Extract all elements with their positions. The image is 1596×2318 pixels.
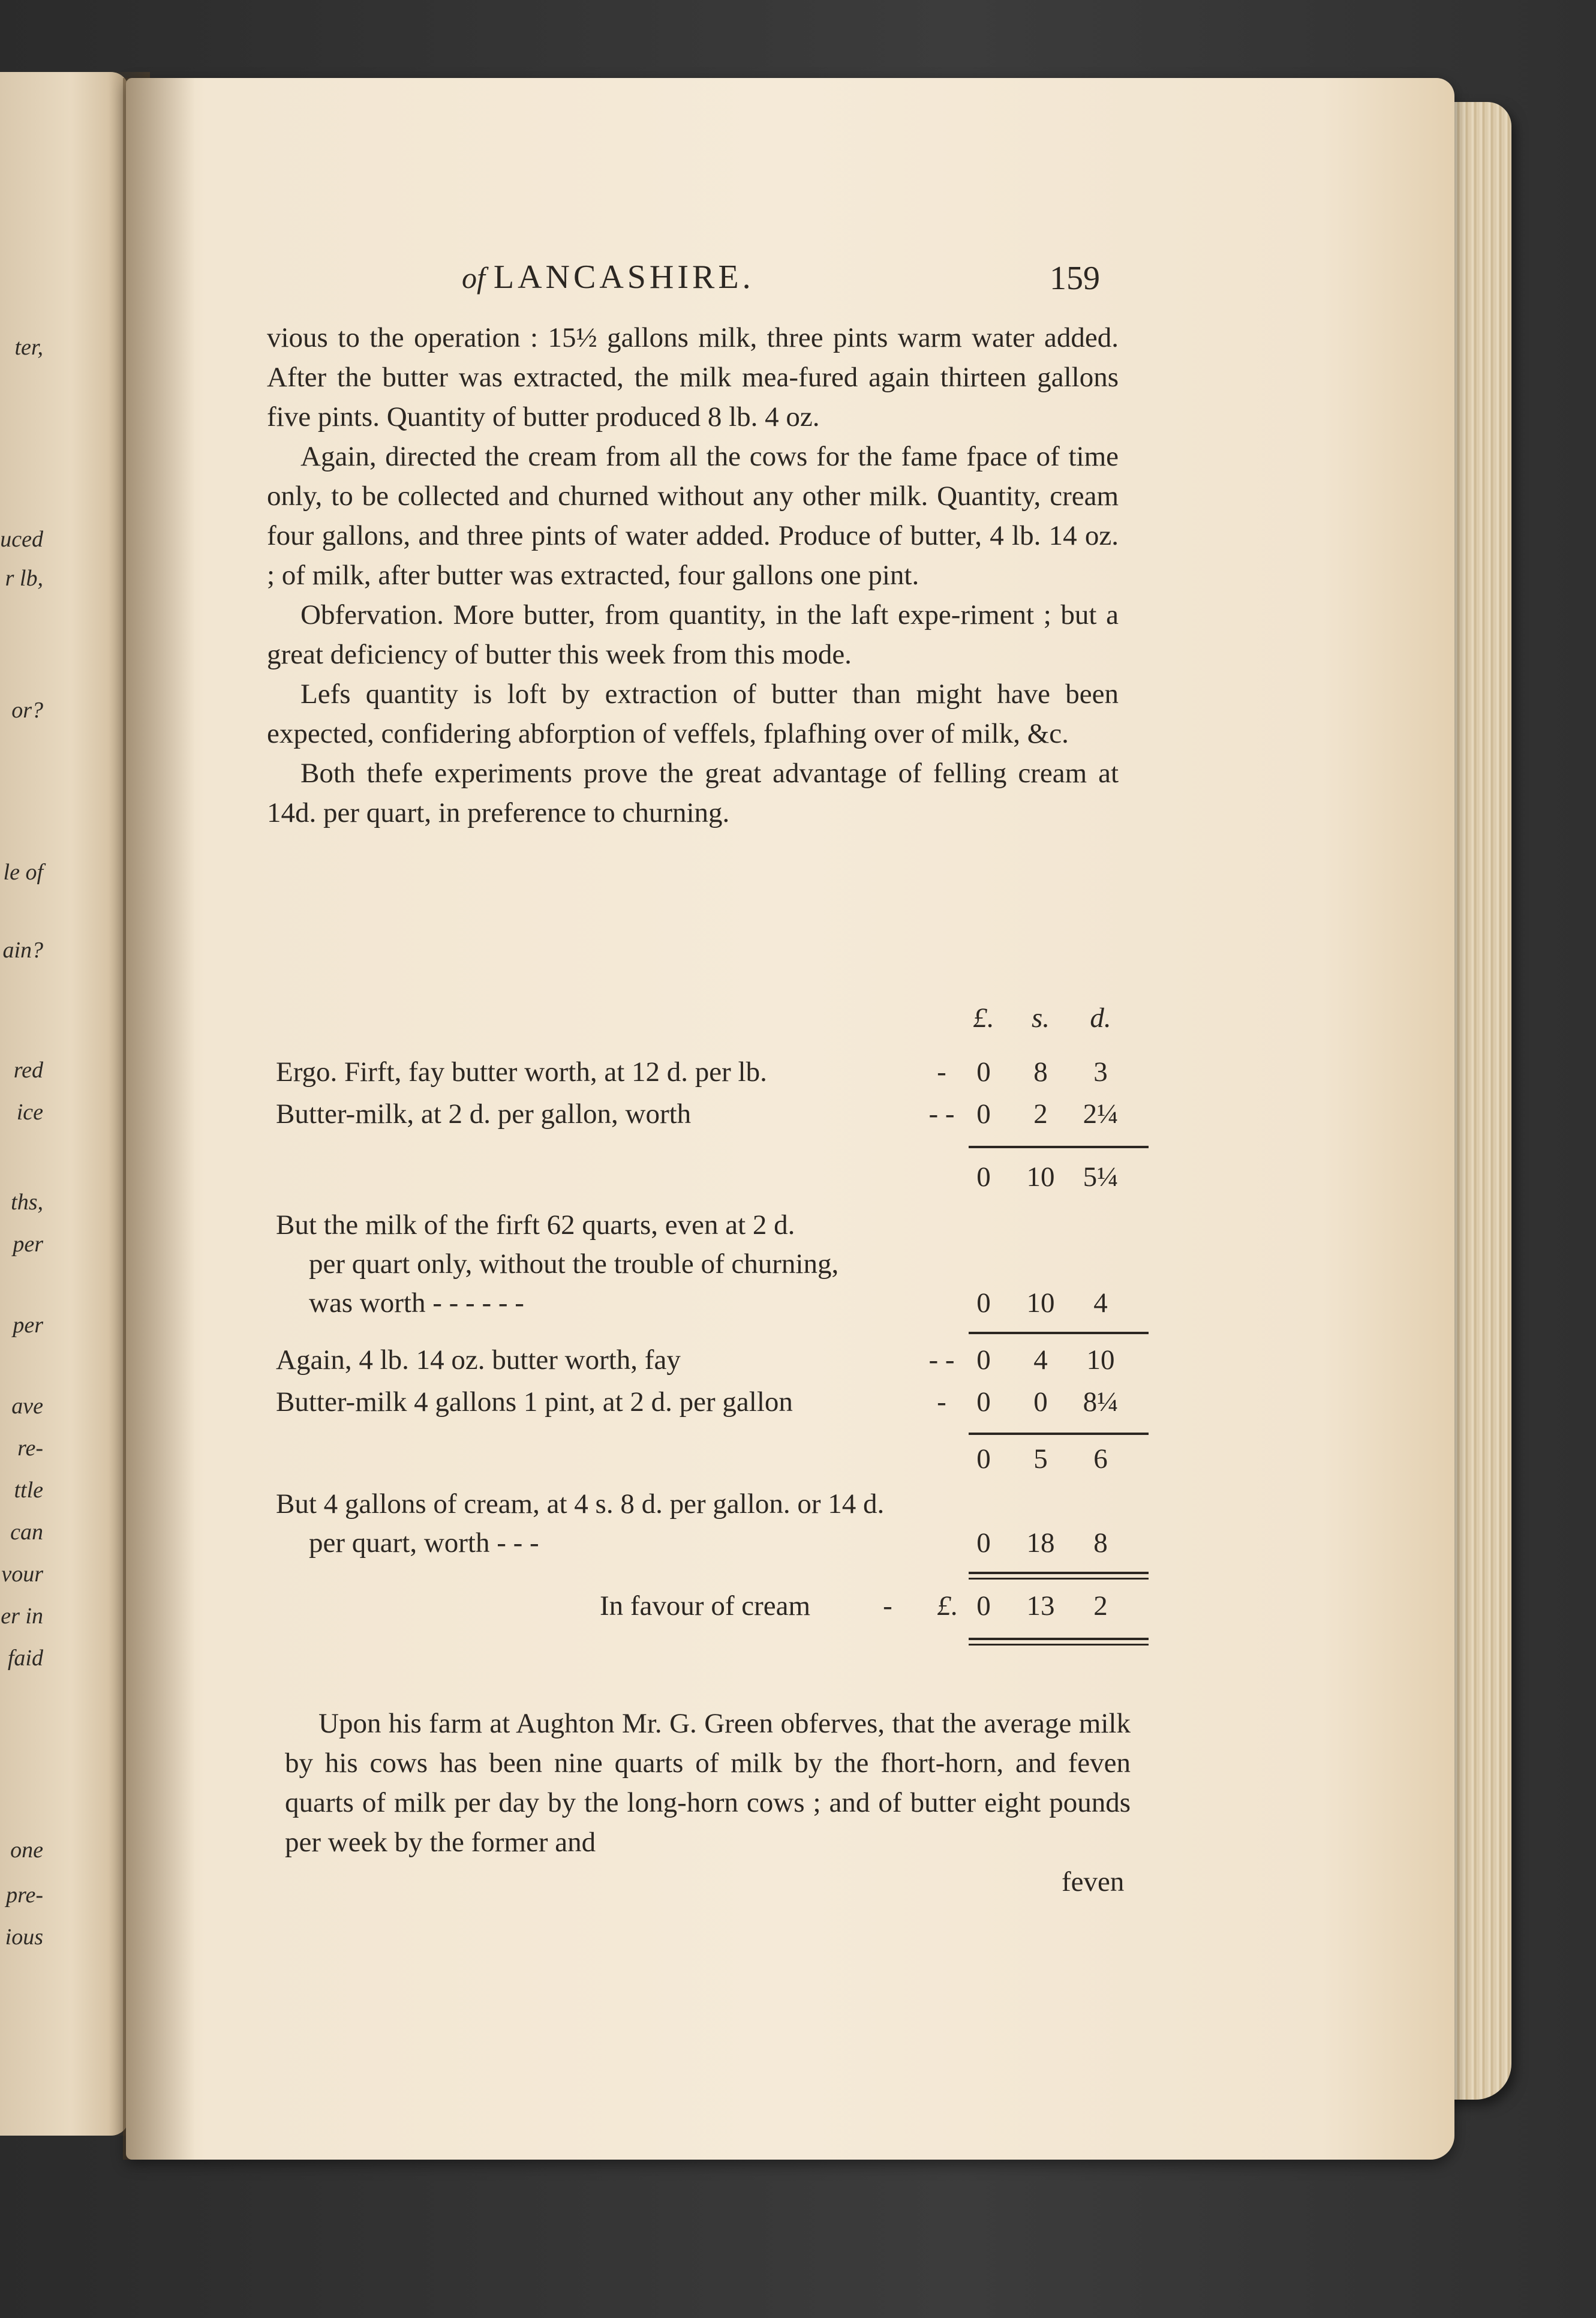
- margin-fragment: faid: [7, 1646, 43, 1671]
- total-row: [276, 1590, 1134, 1629]
- paragraph: Again, directed the cream from all the cows for the fame fpace of time only, to be collected and churned without any other milk. Quantity, cream four gallons, and three pints of water added. Produce of butter, 4 lb. 14 oz. ; of milk, after butter was extracted, four gallons one pint.: [267, 441, 1119, 591]
- paragraph: Lefs quantity is loft by extraction of butter than might have been expected, confidering abforption of veffels, fplafhing over of milk, &c.: [267, 678, 1119, 749]
- pounds-value: 0: [976, 1527, 991, 1559]
- pence-value: 2¼: [1083, 1098, 1119, 1130]
- pounds-heading: £.: [973, 1002, 994, 1034]
- subtotal-row: [276, 1161, 1134, 1200]
- margin-fragment: r lb,: [5, 566, 43, 591]
- account-label: was worth - - - - - -: [309, 1287, 524, 1319]
- shillings-value: 2: [1033, 1098, 1048, 1130]
- account-row: [309, 1248, 1167, 1287]
- gutter-shadow: [123, 78, 195, 2160]
- pence-value: 6: [1093, 1443, 1108, 1475]
- leader-dashes: - -: [928, 1344, 955, 1376]
- account-row: [276, 1209, 1134, 1248]
- margin-fragment: le of: [3, 860, 43, 885]
- shillings-value: 10: [1026, 1287, 1055, 1319]
- shillings-value: 10: [1026, 1161, 1055, 1193]
- sum-rule: [969, 1433, 1149, 1435]
- margin-fragment: ice: [16, 1100, 43, 1125]
- pence-value: 5¼: [1083, 1161, 1119, 1193]
- margin-fragment: or?: [11, 698, 43, 723]
- pence-value: 8¼: [1083, 1386, 1119, 1418]
- pence-value: 2: [1093, 1590, 1108, 1622]
- pence-heading: d.: [1090, 1002, 1111, 1034]
- pence-value: 3: [1093, 1056, 1108, 1088]
- margin-fragment: ths,: [11, 1190, 43, 1215]
- pounds-value: 0: [976, 1590, 991, 1622]
- margin-fragment: ain?: [2, 938, 43, 963]
- shillings-value: 0: [1033, 1386, 1048, 1418]
- currency-sign: £.: [937, 1590, 958, 1622]
- margin-fragment: red: [13, 1058, 43, 1083]
- margin-fragment: pre-: [6, 1882, 43, 1908]
- account-label: per quart only, without the trouble of churning,: [309, 1248, 839, 1280]
- closing-text: [285, 1704, 1131, 1862]
- account-row: [276, 1386, 1134, 1425]
- paragraph: Upon his farm at Aughton Mr. G. Green obferves, that the average milk by his cows has been nine quarts of milk by the fhort-horn, and feven quarts of milk per day by the long-horn cows ; and of butter eight pounds per week by the former and: [285, 1708, 1131, 1858]
- running-head: [462, 258, 755, 296]
- sum-rule: [969, 1572, 1149, 1580]
- shillings-value: 5: [1033, 1443, 1048, 1475]
- margin-fragment: vour: [1, 1562, 43, 1587]
- sum-rule: [969, 1332, 1149, 1334]
- account-label: Butter-milk, at 2 d. per gallon, worth: [276, 1098, 692, 1130]
- margin-fragment: re-: [17, 1436, 43, 1461]
- account-row: [276, 1056, 1134, 1095]
- account-row: [276, 1098, 1134, 1137]
- margin-fragment: can: [10, 1520, 43, 1545]
- shillings-value: 18: [1026, 1527, 1055, 1559]
- margin-fragment: er in: [1, 1604, 43, 1629]
- pounds-value: 0: [976, 1287, 991, 1319]
- pounds-value: 0: [976, 1098, 991, 1130]
- subtotal-row: [276, 1443, 1134, 1482]
- leader-dashes: -: [937, 1386, 946, 1418]
- account-label: Butter-milk 4 gallons 1 pint, at 2 d. per gallon: [276, 1386, 793, 1418]
- paragraph: Both thefe experiments prove the great advantage of felling cream at 14d. per quart, in preference to churning.: [267, 758, 1119, 828]
- page-number: 159: [1050, 260, 1100, 297]
- column-headings: [276, 1002, 1134, 1041]
- catchword: feven: [1062, 1866, 1125, 1897]
- running-head-title: LANCASHIRE.: [493, 259, 755, 296]
- account-label: per quart, worth - - -: [309, 1527, 539, 1559]
- total-label: In favour of cream: [600, 1590, 811, 1622]
- pounds-value: 0: [976, 1344, 991, 1376]
- margin-fragment: ave: [11, 1394, 43, 1419]
- pounds-value: 0: [976, 1443, 991, 1475]
- margin-fragment: one: [10, 1837, 43, 1863]
- margin-fragment: per: [13, 1232, 43, 1257]
- body-text: [267, 318, 1119, 833]
- pence-value: 8: [1093, 1527, 1108, 1559]
- margin-fragment: ttle: [14, 1478, 43, 1503]
- leader-dashes: - -: [928, 1098, 955, 1130]
- sum-rule: [969, 1146, 1149, 1148]
- pounds-value: 0: [976, 1056, 991, 1088]
- margin-fragment: ious: [5, 1924, 43, 1950]
- paragraph: Obfervation. More butter, from quantity, in the laft expe-riment ; but a great deficiency of butter this week from this mode.: [267, 599, 1119, 670]
- margin-fragment: per: [13, 1313, 43, 1338]
- account-label: But 4 gallons of cream, at 4 s. 8 d. per gallon. or 14 d.: [276, 1488, 885, 1520]
- pounds-value: 0: [976, 1161, 991, 1193]
- shillings-heading: s.: [1031, 1002, 1050, 1034]
- account-label: But the milk of the firft 62 quarts, even at 2 d.: [276, 1209, 795, 1241]
- running-head-prefix: of: [462, 261, 485, 295]
- pence-value: 10: [1086, 1344, 1115, 1376]
- account-row: [276, 1344, 1134, 1383]
- account-row: [276, 1287, 1134, 1326]
- shillings-value: 13: [1026, 1590, 1055, 1622]
- margin-fragment: ter,: [14, 335, 43, 360]
- shillings-value: 4: [1033, 1344, 1048, 1376]
- pounds-value: 0: [976, 1386, 991, 1418]
- pence-value: 4: [1093, 1287, 1108, 1319]
- account-label: Ergo. Firft, fay butter worth, at 12 d. per lb.: [276, 1056, 767, 1088]
- account-row: [276, 1488, 1134, 1527]
- account-row: [276, 1527, 1134, 1566]
- shillings-value: 8: [1033, 1056, 1048, 1088]
- sum-rule: [969, 1638, 1149, 1646]
- account-label: Again, 4 lb. 14 oz. butter worth, fay: [276, 1344, 681, 1376]
- margin-fragment: uced: [0, 527, 43, 552]
- paragraph: vious to the operation : 15½ gallons milk, three pints warm water added. After the butter was extracted, the milk mea-fured again thirteen gallons five pints. Quantity of butter produced 8 lb. 4 oz.: [267, 322, 1119, 433]
- leader-dashes: -: [883, 1590, 892, 1622]
- leader-dashes: -: [937, 1056, 946, 1088]
